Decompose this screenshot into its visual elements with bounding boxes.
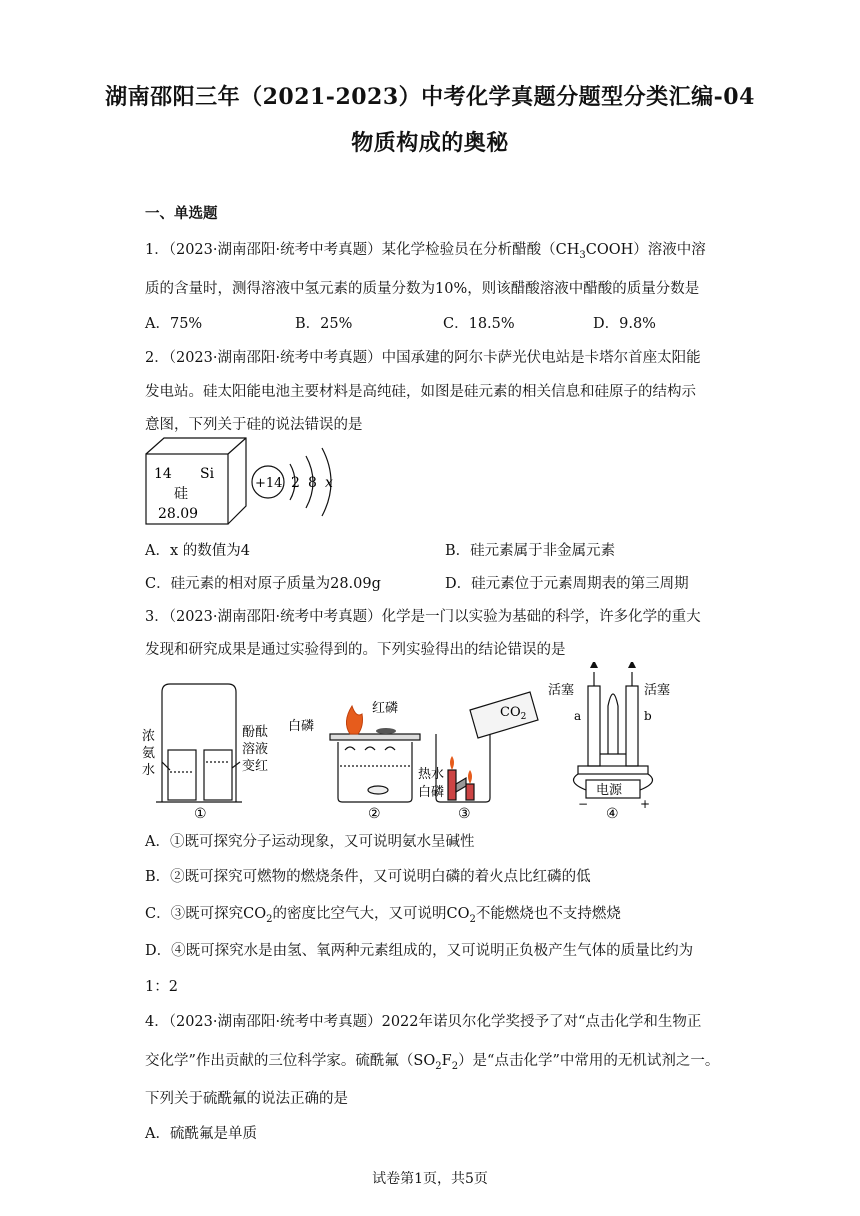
svg-text:酚酞: 酚酞 bbox=[242, 725, 269, 740]
q1-option-d: D．9.8% bbox=[593, 316, 656, 332]
svg-text:电源: 电源 bbox=[596, 783, 623, 798]
element-symbol: Si bbox=[200, 466, 215, 482]
co2-label: $CO_2$ bbox=[500, 705, 527, 722]
svg-text:白磷: 白磷 bbox=[288, 719, 315, 734]
q3-option-c: C．③既可探究$CO_2$的密度比空气大，又可说明$CO_2$不能燃烧也不支持燃烧 bbox=[145, 906, 621, 925]
shell-2-electrons: 8 bbox=[308, 475, 317, 491]
svg-text:变红: 变红 bbox=[242, 759, 269, 774]
figure-2-number: ② bbox=[368, 806, 381, 822]
element-name: 硅 bbox=[174, 486, 188, 502]
q1-option-c: C．18.5% bbox=[443, 316, 515, 332]
q4-line2: 交化学”作出贡献的三位科学家。硫酰氟$(SO_2F_2)$是“点击化学”中常用的无机试剂之一。 bbox=[145, 1053, 720, 1072]
experiment-4 bbox=[574, 672, 653, 798]
q3-line1: 3．（2023·湖南邵阳·统考中考真题）化学是一门以实验为基础的科学，许多化学的重大 bbox=[145, 609, 701, 625]
q2-option-a: A．x 的数值为4 bbox=[145, 543, 250, 559]
figure-4-number: ④ bbox=[606, 806, 619, 822]
shell-3-electrons: x bbox=[325, 475, 333, 491]
experiment-2 bbox=[330, 734, 420, 802]
q3-option-a: A．①既可探究分子运动现象，又可说明氨水呈碱性 bbox=[145, 834, 475, 850]
svg-text:活塞: 活塞 bbox=[548, 683, 575, 698]
figure-3-number: ③ bbox=[458, 806, 471, 822]
doc-title-line2: 物质构成的奥秘 bbox=[351, 130, 509, 156]
shell-1-electrons: 2 bbox=[291, 475, 300, 491]
q1-line2: 质的含量时，测得溶液中氢元素的质量分数为10%，则该醋酸溶液中醋酸的质量分数是 bbox=[145, 281, 700, 297]
figure-1-number: ① bbox=[194, 806, 207, 822]
q3-option-d-line1: D．④既可探究水是由氢、氧两种元素组成的，又可说明正负极产生气体的质量比约为 bbox=[145, 943, 694, 959]
svg-text:活塞: 活塞 bbox=[644, 683, 671, 698]
q3-option-d-line2: 1：2 bbox=[145, 979, 178, 995]
svg-text:−: − bbox=[578, 797, 589, 811]
q2-option-d: D．硅元素位于元素周期表的第三周期 bbox=[445, 576, 689, 592]
svg-text:溶液: 溶液 bbox=[242, 742, 269, 757]
svg-text:氨: 氨 bbox=[142, 746, 156, 761]
page-footer: 试卷第1页，共5页 bbox=[372, 1171, 488, 1187]
svg-text:浓: 浓 bbox=[142, 729, 156, 744]
q2-option-b: B．硅元素属于非金属元素 bbox=[445, 543, 616, 559]
experiment-3 bbox=[436, 692, 538, 802]
q3-option-b: B．②既可探究可燃物的燃烧条件，又可说明白磷的着火点比红磷的低 bbox=[145, 869, 591, 885]
silicon-figure bbox=[140, 432, 360, 532]
q4-line3: 下列关于硫酰氟的说法正确的是 bbox=[145, 1091, 348, 1107]
svg-text:b: b bbox=[644, 709, 652, 723]
doc-title-line1: 湖南邵阳三年（2021-2023）中考化学真题分题型分类汇编-04 bbox=[105, 84, 755, 110]
q1-option-a: A．75% bbox=[145, 316, 203, 332]
svg-text:热水: 热水 bbox=[418, 767, 445, 782]
q4-option-a: A．硫酰氟是单质 bbox=[145, 1126, 257, 1142]
q4-line1: 4．（2023·湖南邵阳·统考中考真题）2022年诺贝尔化学奖授予了对“点击化学和生物正 bbox=[145, 1014, 702, 1030]
svg-text:+: + bbox=[640, 797, 651, 811]
q2-option-c: C．硅元素的相对原子质量为28.09g bbox=[145, 576, 381, 592]
svg-text:红磷: 红磷 bbox=[372, 701, 399, 716]
section-heading: 一、单选题 bbox=[145, 205, 218, 222]
q2-line2: 发电站。硅太阳能电池主要材料是高纯硅，如图是硅元素的相关信息和硅原子的结构示 bbox=[145, 384, 696, 400]
atomic-number: 14 bbox=[154, 466, 172, 482]
q2-line3: 意图，下列关于硅的说法错误的是 bbox=[145, 417, 363, 433]
svg-text:a: a bbox=[574, 709, 582, 723]
nucleus-charge: +14 bbox=[255, 476, 283, 491]
svg-text:水: 水 bbox=[142, 763, 156, 778]
experiment-1 bbox=[156, 684, 242, 802]
q1-option-b: B．25% bbox=[295, 316, 353, 332]
q3-line2: 发现和研究成果是通过实验得到的。下列实验得出的结论错误的是 bbox=[145, 642, 566, 658]
atomic-mass: 28.09 bbox=[158, 506, 199, 522]
q1-line1: 1．（2023·湖南邵阳·统考中考真题）某化学检验员在分析醋酸$(CH_3COOH)$溶液中溶 bbox=[145, 242, 706, 261]
red-phosphorus-icon bbox=[376, 728, 396, 734]
experiments-figure bbox=[140, 662, 680, 822]
flame-icon bbox=[346, 706, 362, 734]
q2-line1: 2．（2023·湖南邵阳·统考中考真题）中国承建的阿尔卡萨光伏电站是卡塔尔首座太阳能 bbox=[145, 350, 701, 366]
svg-text:白磷: 白磷 bbox=[418, 785, 445, 800]
